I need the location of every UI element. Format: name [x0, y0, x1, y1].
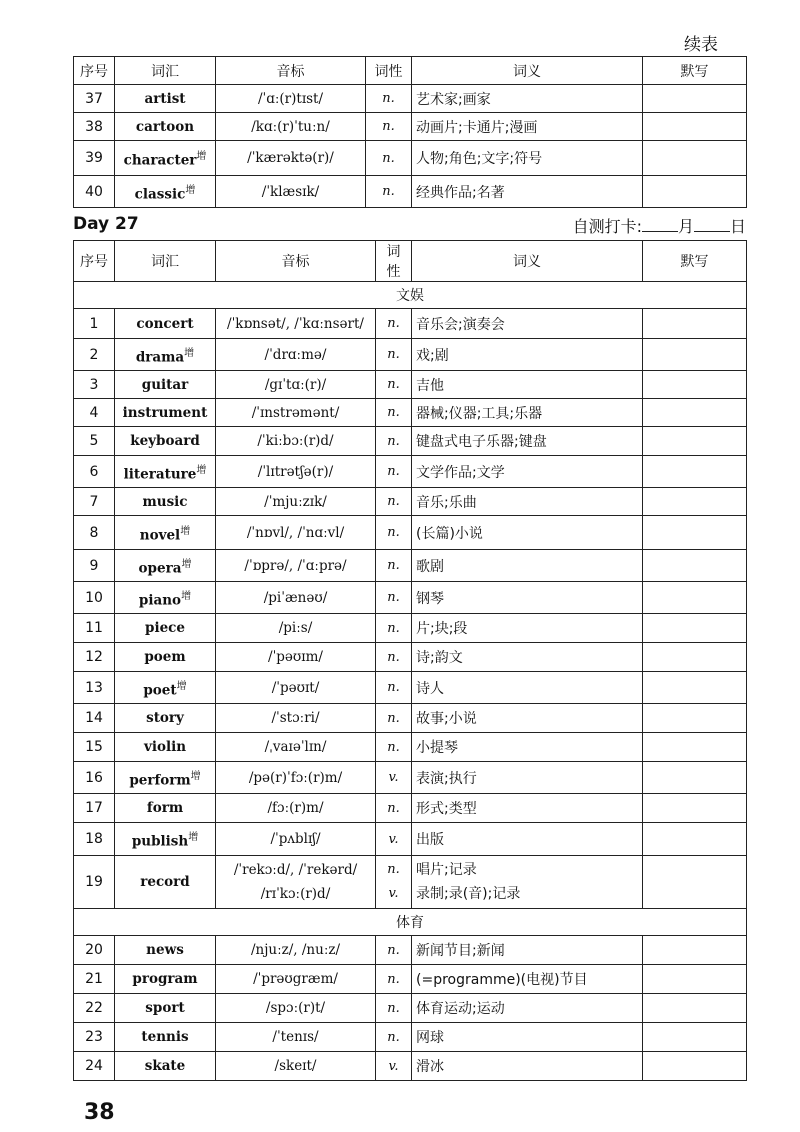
self-check	[573, 214, 746, 237]
row-dictation-cell[interactable]	[643, 516, 747, 550]
row-phonetic: /ˈkærəktə(r)/	[216, 141, 366, 176]
row-dictation-cell[interactable]	[643, 672, 747, 704]
row-word	[115, 762, 216, 794]
header-meaning: 词义	[412, 241, 643, 282]
header-no: 序号	[74, 57, 115, 85]
row-phonetic: /ˈlɪtrətʃə(r)/	[216, 456, 376, 488]
row-phonetic: /ˈkiːbɔː(r)d/	[216, 427, 376, 456]
row-dictation-cell[interactable]	[643, 733, 747, 762]
row-word	[115, 1023, 216, 1052]
header-phonetic: 音标	[216, 241, 376, 282]
table-row	[74, 794, 747, 823]
row-phonetic: /fɔː(r)m/	[216, 794, 376, 823]
row-meaning: 钢琴	[412, 582, 643, 614]
row-pos: n.	[376, 516, 412, 550]
row-phonetic-line: /ˈrekɔːd/, /ˈrekərd/	[233, 862, 358, 878]
day-blank[interactable]	[694, 217, 730, 232]
row-word-text: music	[142, 493, 188, 510]
row-phonetic: /ˈɒprə/, /ˈɑːprə/	[216, 550, 376, 582]
row-word	[115, 733, 216, 762]
continued-label: 续表	[684, 35, 718, 55]
table-row	[74, 141, 747, 176]
row-word	[115, 456, 216, 488]
section-title-sports: 体育	[74, 909, 747, 936]
table-row	[74, 85, 747, 113]
header-dictation: 默写	[643, 57, 747, 85]
row-word-text: artist	[144, 90, 186, 107]
row-dictation-cell[interactable]	[643, 339, 747, 371]
row-meaning: (长篇)小说	[412, 516, 643, 550]
table-row	[74, 488, 747, 516]
row-meaning: (=programme)(电视)节目	[412, 965, 643, 994]
row-phonetic: /ˈtenɪs/	[216, 1023, 376, 1052]
row-no: 20	[74, 936, 115, 965]
row-dictation-cell[interactable]	[643, 936, 747, 965]
row-no: 7	[74, 488, 115, 516]
table-row	[74, 456, 747, 488]
row-no: 14	[74, 704, 115, 733]
row-dictation-cell[interactable]	[643, 309, 747, 339]
row-pos: n.	[376, 733, 412, 762]
row-meaning: 体育运动;运动	[412, 994, 643, 1023]
month-label: 月	[677, 217, 694, 236]
row-pos: n.	[376, 704, 412, 733]
row-word	[115, 794, 216, 823]
row-meaning: 戏;剧	[412, 339, 643, 371]
table-row	[74, 1052, 747, 1081]
table-row	[74, 550, 747, 582]
table-row	[74, 672, 747, 704]
row-dictation-cell[interactable]	[643, 856, 747, 909]
header-no: 序号	[74, 241, 115, 282]
row-no: 18	[74, 823, 115, 856]
row-dictation-cell[interactable]	[643, 643, 747, 672]
day-header	[73, 214, 746, 238]
row-word	[115, 85, 216, 113]
vocab-table-day27	[73, 240, 747, 1081]
row-phonetic-line: /rɪˈkɔː(r)d/	[260, 886, 331, 902]
row-no: 1	[74, 309, 115, 339]
row-word	[115, 516, 216, 550]
row-phonetic: /spɔː(r)t/	[216, 994, 376, 1023]
row-dictation-cell[interactable]	[643, 794, 747, 823]
row-word	[115, 704, 216, 733]
row-phonetic: /ˈpəʊɪm/	[216, 643, 376, 672]
added-word-mark: 增	[185, 184, 196, 196]
row-pos: n.	[376, 371, 412, 399]
row-word-text: keyboard	[130, 433, 200, 449]
row-meaning: 新闻节目;新闻	[412, 936, 643, 965]
added-word-mark: 增	[196, 151, 207, 163]
row-no: 9	[74, 550, 115, 582]
row-no: 38	[74, 113, 115, 141]
row-meaning-line: 唱片;记录	[416, 862, 477, 878]
row-phonetic: /kɑː(r)ˈtuːn/	[216, 113, 366, 141]
table-header-row	[74, 57, 747, 85]
table-row	[74, 856, 747, 909]
row-no: 15	[74, 733, 115, 762]
row-phonetic: /ˈɑː(r)tɪst/	[216, 85, 366, 113]
row-word-text: character	[123, 152, 197, 169]
row-dictation-cell[interactable]	[643, 176, 747, 208]
row-dictation-cell[interactable]	[643, 582, 747, 614]
row-phonetic: /ˌvaɪəˈlɪn/	[216, 733, 376, 762]
row-word-text: instrument	[122, 404, 208, 421]
table-row	[74, 823, 747, 856]
row-phonetic: /ˈnɒvl/, /ˈnɑːvl/	[216, 516, 376, 550]
row-meaning	[412, 856, 643, 909]
row-no: 2	[74, 339, 115, 371]
row-word	[115, 371, 216, 399]
row-meaning: 文学作品;文学	[412, 456, 643, 488]
row-meaning: 音乐会;演奏会	[412, 309, 643, 339]
page-number: 38	[84, 1100, 115, 1125]
row-dictation-cell[interactable]	[643, 704, 747, 733]
row-no: 19	[74, 856, 115, 909]
row-word	[115, 672, 216, 704]
row-phonetic: /gɪˈtɑː(r)/	[216, 371, 376, 399]
row-word-text: program	[132, 971, 198, 987]
table-row	[74, 733, 747, 762]
row-word-text: guitar	[141, 376, 189, 393]
row-meaning: 滑冰	[412, 1052, 643, 1081]
header-pos: 词性	[366, 57, 412, 85]
row-phonetic: /ˈdrɑːmə/	[216, 339, 376, 371]
row-phonetic: /ˈprəʊgræm/	[216, 965, 376, 994]
row-word-text: concert	[136, 315, 194, 332]
row-pos: n.	[366, 141, 412, 176]
row-no: 21	[74, 965, 115, 994]
table-row	[74, 113, 747, 141]
row-pos: n.	[376, 794, 412, 823]
row-dictation-cell[interactable]	[643, 994, 747, 1023]
row-dictation-cell[interactable]	[643, 1023, 747, 1052]
row-phonetic: /ˈɪnstrəmənt/	[216, 399, 376, 427]
row-phonetic: /njuːz/, /nuːz/	[216, 936, 376, 965]
table-row	[74, 309, 747, 339]
row-word	[115, 643, 216, 672]
row-phonetic: /ˈkɒnsət/, /ˈkɑːnsərt/	[216, 309, 376, 339]
table-row	[74, 339, 747, 371]
table-row	[74, 704, 747, 733]
month-blank[interactable]	[642, 217, 678, 232]
row-meaning: 音乐;乐曲	[412, 488, 643, 516]
row-pos: n.	[366, 176, 412, 208]
row-word-text: poet	[143, 682, 177, 699]
section-title-entertainment: 文娱	[74, 282, 747, 309]
day-label: 日	[729, 217, 746, 236]
row-word-text: publish	[131, 833, 189, 850]
added-word-mark: 增	[196, 464, 207, 476]
row-pos: n.	[376, 643, 412, 672]
row-meaning: 网球	[412, 1023, 643, 1052]
row-word-text: drama	[135, 349, 185, 366]
row-phonetic: /ˈstɔːri/	[216, 704, 376, 733]
row-meaning: 人物;角色;文字;符号	[412, 141, 643, 176]
row-phonetic: /ˈpʌblɪʃ/	[216, 823, 376, 856]
row-pos: n.	[376, 965, 412, 994]
row-dictation-cell[interactable]	[643, 550, 747, 582]
row-dictation-cell[interactable]	[643, 762, 747, 794]
row-pos: n.	[376, 936, 412, 965]
row-meaning: 器械;仪器;工具;乐器	[412, 399, 643, 427]
row-no: 40	[74, 176, 115, 208]
row-word-text: poem	[144, 649, 186, 665]
row-dictation-cell[interactable]	[643, 427, 747, 456]
row-no: 39	[74, 141, 115, 176]
row-word-text: novel	[139, 527, 181, 544]
table-row	[74, 965, 747, 994]
added-word-mark: 增	[181, 558, 192, 570]
row-no: 3	[74, 371, 115, 399]
row-word-text: tennis	[141, 1029, 189, 1045]
row-pos: n.	[376, 488, 412, 516]
row-pos	[376, 856, 412, 909]
row-phonetic: /ˈpəʊɪt/	[216, 672, 376, 704]
row-word	[115, 488, 216, 516]
row-dictation-cell[interactable]	[643, 614, 747, 643]
row-dictation-cell[interactable]	[643, 488, 747, 516]
row-pos: n.	[376, 994, 412, 1023]
row-word	[115, 614, 216, 643]
table-header-row	[74, 241, 747, 282]
row-pos: n.	[376, 614, 412, 643]
row-word	[115, 309, 216, 339]
row-no: 22	[74, 994, 115, 1023]
row-meaning: 艺术家;画家	[412, 85, 643, 113]
row-dictation-cell[interactable]	[643, 1052, 747, 1081]
row-no: 6	[74, 456, 115, 488]
added-word-mark: 增	[181, 590, 192, 602]
row-no: 11	[74, 614, 115, 643]
row-pos: n.	[376, 339, 412, 371]
header-phonetic: 音标	[216, 57, 366, 85]
header-word: 词汇	[115, 241, 216, 282]
row-phonetic: /skeɪt/	[216, 1052, 376, 1081]
header-pos: 词性	[376, 241, 412, 282]
table-row	[74, 427, 747, 456]
header-dictation: 默写	[643, 241, 747, 282]
row-no: 5	[74, 427, 115, 456]
row-pos: n.	[376, 1023, 412, 1052]
table-row	[74, 399, 747, 427]
row-pos: n.	[366, 85, 412, 113]
added-word-mark: 增	[180, 525, 191, 537]
row-meaning: 诗人	[412, 672, 643, 704]
added-word-mark: 增	[188, 832, 199, 844]
section-row-sports	[74, 909, 747, 936]
table-row	[74, 614, 747, 643]
row-word	[115, 936, 216, 965]
table-row	[74, 516, 747, 550]
self-check-label: 自测打卡:	[572, 217, 642, 236]
row-word: record	[115, 856, 216, 909]
row-meaning: 经典作品;名著	[412, 176, 643, 208]
added-word-mark: 增	[184, 347, 195, 359]
row-phonetic: /piˈænəʊ/	[216, 582, 376, 614]
row-pos: v.	[376, 1052, 412, 1081]
row-no: 12	[74, 643, 115, 672]
row-pos: n.	[376, 582, 412, 614]
table-row	[74, 643, 747, 672]
row-word	[115, 550, 216, 582]
row-word-text: piano	[138, 592, 182, 609]
row-dictation-cell[interactable]	[643, 141, 747, 176]
row-no: 8	[74, 516, 115, 550]
row-pos: n.	[376, 427, 412, 456]
row-meaning-line: 录制;录(音);记录	[416, 886, 521, 902]
row-pos: v.	[376, 823, 412, 856]
row-word	[115, 965, 216, 994]
table-row	[74, 936, 747, 965]
header-word: 词汇	[115, 57, 216, 85]
row-dictation-cell[interactable]	[643, 113, 747, 141]
row-word-text: classic	[134, 186, 186, 203]
row-word-text: piece	[145, 620, 185, 636]
added-word-mark: 增	[176, 680, 187, 692]
row-pos: n.	[366, 113, 412, 141]
row-no: 4	[74, 399, 115, 427]
day-title: Day 27	[73, 214, 139, 234]
row-no: 17	[74, 794, 115, 823]
section-row-entertainment	[74, 282, 747, 309]
row-word-text: form	[146, 800, 184, 816]
row-no: 37	[74, 85, 115, 113]
row-word	[115, 823, 216, 856]
table-row	[74, 994, 747, 1023]
row-pos-line: n.	[387, 862, 400, 877]
row-dictation-cell[interactable]	[643, 371, 747, 399]
vocab-table-continued	[73, 56, 747, 208]
row-meaning: 诗;韵文	[412, 643, 643, 672]
row-phonetic	[216, 856, 376, 909]
row-word-text: cartoon	[135, 118, 195, 135]
row-word-text: perform	[129, 772, 191, 789]
table-row	[74, 176, 747, 208]
row-word	[115, 582, 216, 614]
row-word-text: story	[146, 710, 184, 726]
row-word	[115, 176, 216, 208]
table-row	[74, 1023, 747, 1052]
row-pos: v.	[376, 762, 412, 794]
row-dictation-cell[interactable]	[643, 85, 747, 113]
row-pos: n.	[376, 550, 412, 582]
row-meaning: 故事;小说	[412, 704, 643, 733]
table-row	[74, 582, 747, 614]
row-meaning: 片;块;段	[412, 614, 643, 643]
row-pos: n.	[376, 672, 412, 704]
row-no: 23	[74, 1023, 115, 1052]
row-no: 24	[74, 1052, 115, 1081]
row-phonetic: /pə(r)ˈfɔː(r)m/	[216, 762, 376, 794]
row-no: 16	[74, 762, 115, 794]
row-no: 13	[74, 672, 115, 704]
row-word-text: literature	[123, 466, 197, 483]
row-word	[115, 399, 216, 427]
row-dictation-cell[interactable]	[643, 965, 747, 994]
row-word-text: sport	[145, 1000, 185, 1016]
table-row	[74, 371, 747, 399]
row-meaning: 动画片;卡通片;漫画	[412, 113, 643, 141]
row-word	[115, 339, 216, 371]
row-meaning: 吉他	[412, 371, 643, 399]
row-meaning: 歌剧	[412, 550, 643, 582]
row-phonetic: /piːs/	[216, 614, 376, 643]
row-dictation-cell[interactable]	[643, 456, 747, 488]
row-word-text: news	[146, 942, 184, 958]
row-pos: n.	[376, 309, 412, 339]
row-pos: n.	[376, 456, 412, 488]
row-word-text: skate	[144, 1058, 186, 1074]
row-word	[115, 994, 216, 1023]
row-meaning: 小提琴	[412, 733, 643, 762]
row-word	[115, 141, 216, 176]
row-phonetic: /ˈklæsɪk/	[216, 176, 366, 208]
row-dictation-cell[interactable]	[643, 399, 747, 427]
row-word	[115, 113, 216, 141]
row-meaning: 出版	[412, 823, 643, 856]
row-meaning: 形式;类型	[412, 794, 643, 823]
row-pos-line: v.	[388, 886, 399, 901]
header-meaning: 词义	[412, 57, 643, 85]
table-row	[74, 762, 747, 794]
row-word	[115, 1052, 216, 1081]
row-meaning: 表演;执行	[412, 762, 643, 794]
row-no: 10	[74, 582, 115, 614]
row-dictation-cell[interactable]	[643, 823, 747, 856]
row-pos: n.	[376, 399, 412, 427]
added-word-mark: 增	[190, 770, 201, 782]
row-word-text: violin	[143, 739, 187, 755]
row-meaning: 键盘式电子乐器;键盘	[412, 427, 643, 456]
row-phonetic: /ˈmjuːzɪk/	[216, 488, 376, 516]
row-word	[115, 427, 216, 456]
row-word-text: opera	[138, 560, 182, 577]
